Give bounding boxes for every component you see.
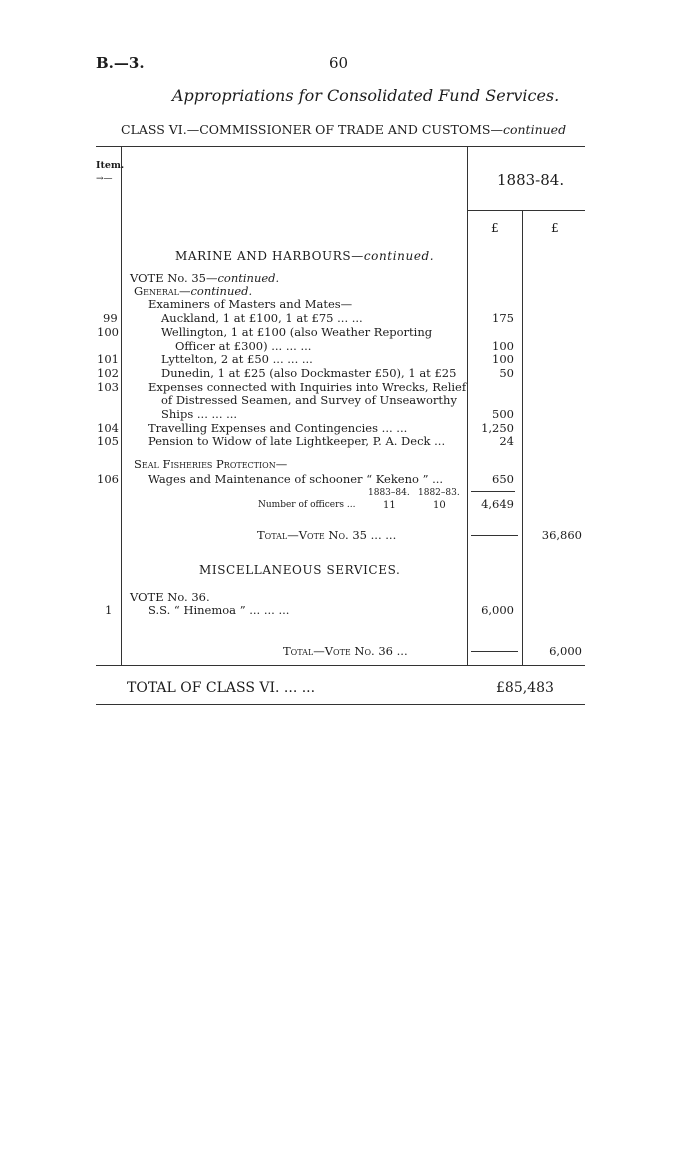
table-row-text: Ships ... ... ...	[161, 407, 238, 421]
vote-35-cont: continued.	[217, 271, 280, 285]
marine-heading-cont: continued.	[363, 249, 435, 263]
officers-count-a: 11	[383, 500, 396, 511]
examiners-heading: Examiners of Masters and Mates—	[148, 297, 353, 311]
item-column-divider	[121, 146, 122, 665]
class-heading-main: CLASS VI.—COMMISSIONER OF TRADE AND CUSTOMS—	[121, 122, 503, 137]
officers-year-b: 1882–83.	[418, 488, 460, 498]
vote-35-subtotal: 4,649	[481, 497, 514, 511]
table-row-text: Wages and Maintenance of schooner “ Kekeno ” ...	[148, 472, 444, 486]
class-total-rule	[96, 704, 585, 705]
table-row-item: 106	[97, 472, 119, 486]
table-row-text: of Distressed Seamen, and Survey of Unseaworthy	[161, 393, 457, 407]
table-row-text: Auckland, 1 at £100, 1 at £75 ... ...	[161, 311, 363, 325]
officers-year-a: 1883–84.	[368, 488, 410, 498]
table-row-item: 104	[97, 421, 119, 435]
marine-heading-main: MARINE AND HARBOURS—	[175, 249, 364, 263]
marine-heading	[175, 249, 434, 263]
table-row-text: Travelling Expenses and Contingencies ... ...	[148, 421, 408, 435]
table-row-amount: 175	[492, 311, 514, 325]
subtotal-rule	[471, 491, 515, 492]
vote-36-total-label: Total—Vote No. 36 ...	[283, 644, 408, 658]
document-reference: B.—3.	[96, 54, 145, 72]
general-cont: continued.	[190, 284, 253, 298]
vote-35-total-label: Total—Vote No. 35 ... ...	[257, 528, 397, 542]
table-row-text: Dunedin, 1 at £25 (also Dockmaster £50), 1 at £25	[161, 366, 457, 380]
table-row-text: Wellington, 1 at £100 (also Weather Reporting	[161, 325, 433, 339]
vote-36-total-rule	[471, 651, 518, 652]
misc-services-heading: MISCELLANEOUS SERVICES.	[199, 563, 401, 577]
table-row-item: 105	[97, 434, 119, 448]
table-row-amount: 100	[492, 352, 514, 366]
item-column-mark: →—	[96, 174, 113, 184]
table-row-amount: 500	[492, 407, 514, 421]
class-heading	[121, 122, 566, 137]
table-row-amount: 50	[499, 366, 514, 380]
table-row-amount: 1,250	[481, 421, 514, 435]
table-row-amount: 100	[492, 339, 514, 353]
vote-35-total-amount: 36,860	[541, 528, 582, 542]
table-row-text: S.S. “ Hinemoa ” ... ... ...	[148, 603, 290, 617]
year-column-label: 1883-84.	[497, 171, 565, 189]
class-total-amount: £85,483	[496, 680, 554, 696]
table-row-amount: 24	[499, 434, 514, 448]
subtotal-column-divider	[522, 210, 523, 665]
vote-35-total-rule	[471, 535, 518, 536]
page-title: Appropriations for Consolidated Fund Services.	[172, 86, 560, 105]
table-bottom-rule	[96, 665, 585, 666]
table-row-amount: 650	[492, 472, 514, 486]
table-top-rule	[96, 146, 585, 147]
table-row-text: Pension to Widow of late Lightkeeper, P. A. Deck ...	[148, 434, 446, 448]
general-heading	[134, 284, 252, 298]
table-row-item: 99	[103, 311, 118, 325]
vote-36-heading: VOTE No. 36.	[130, 590, 210, 604]
amount-column-divider	[467, 146, 468, 665]
currency-subcolumn: £	[491, 221, 499, 235]
vote-36-total-amount: 6,000	[549, 644, 582, 658]
class-total-label: TOTAL OF CLASS VI. ... ...	[127, 680, 316, 696]
general-label: General—	[134, 284, 191, 298]
item-column-label: Item.	[96, 160, 125, 171]
table-row-item: 103	[97, 380, 119, 394]
table-row-text: Officer at £300) ... ... ...	[175, 339, 312, 353]
year-underline	[467, 210, 585, 211]
currency-totalcolumn: £	[551, 221, 559, 235]
table-row-amount: 6,000	[481, 603, 514, 617]
table-row-item: 1	[105, 603, 113, 617]
table-row-item: 100	[97, 325, 119, 339]
table-row-text: Lyttelton, 2 at £50 ... ... ...	[161, 352, 313, 366]
vote-35-heading	[130, 271, 279, 285]
page-number: 60	[329, 54, 349, 72]
table-row-text: Expenses connected with Inquiries into Wrecks, Relief	[148, 380, 467, 394]
table-row-item: 102	[97, 366, 119, 380]
officers-label: Number of officers ...	[258, 500, 356, 510]
officers-count-b: 10	[433, 500, 446, 511]
class-heading-continued: continued	[502, 122, 567, 137]
table-row-item: 101	[97, 352, 119, 366]
seal-fisheries-heading: Seal Fisheries Protection—	[134, 457, 288, 471]
vote-35-label: VOTE No. 35—	[130, 271, 218, 285]
